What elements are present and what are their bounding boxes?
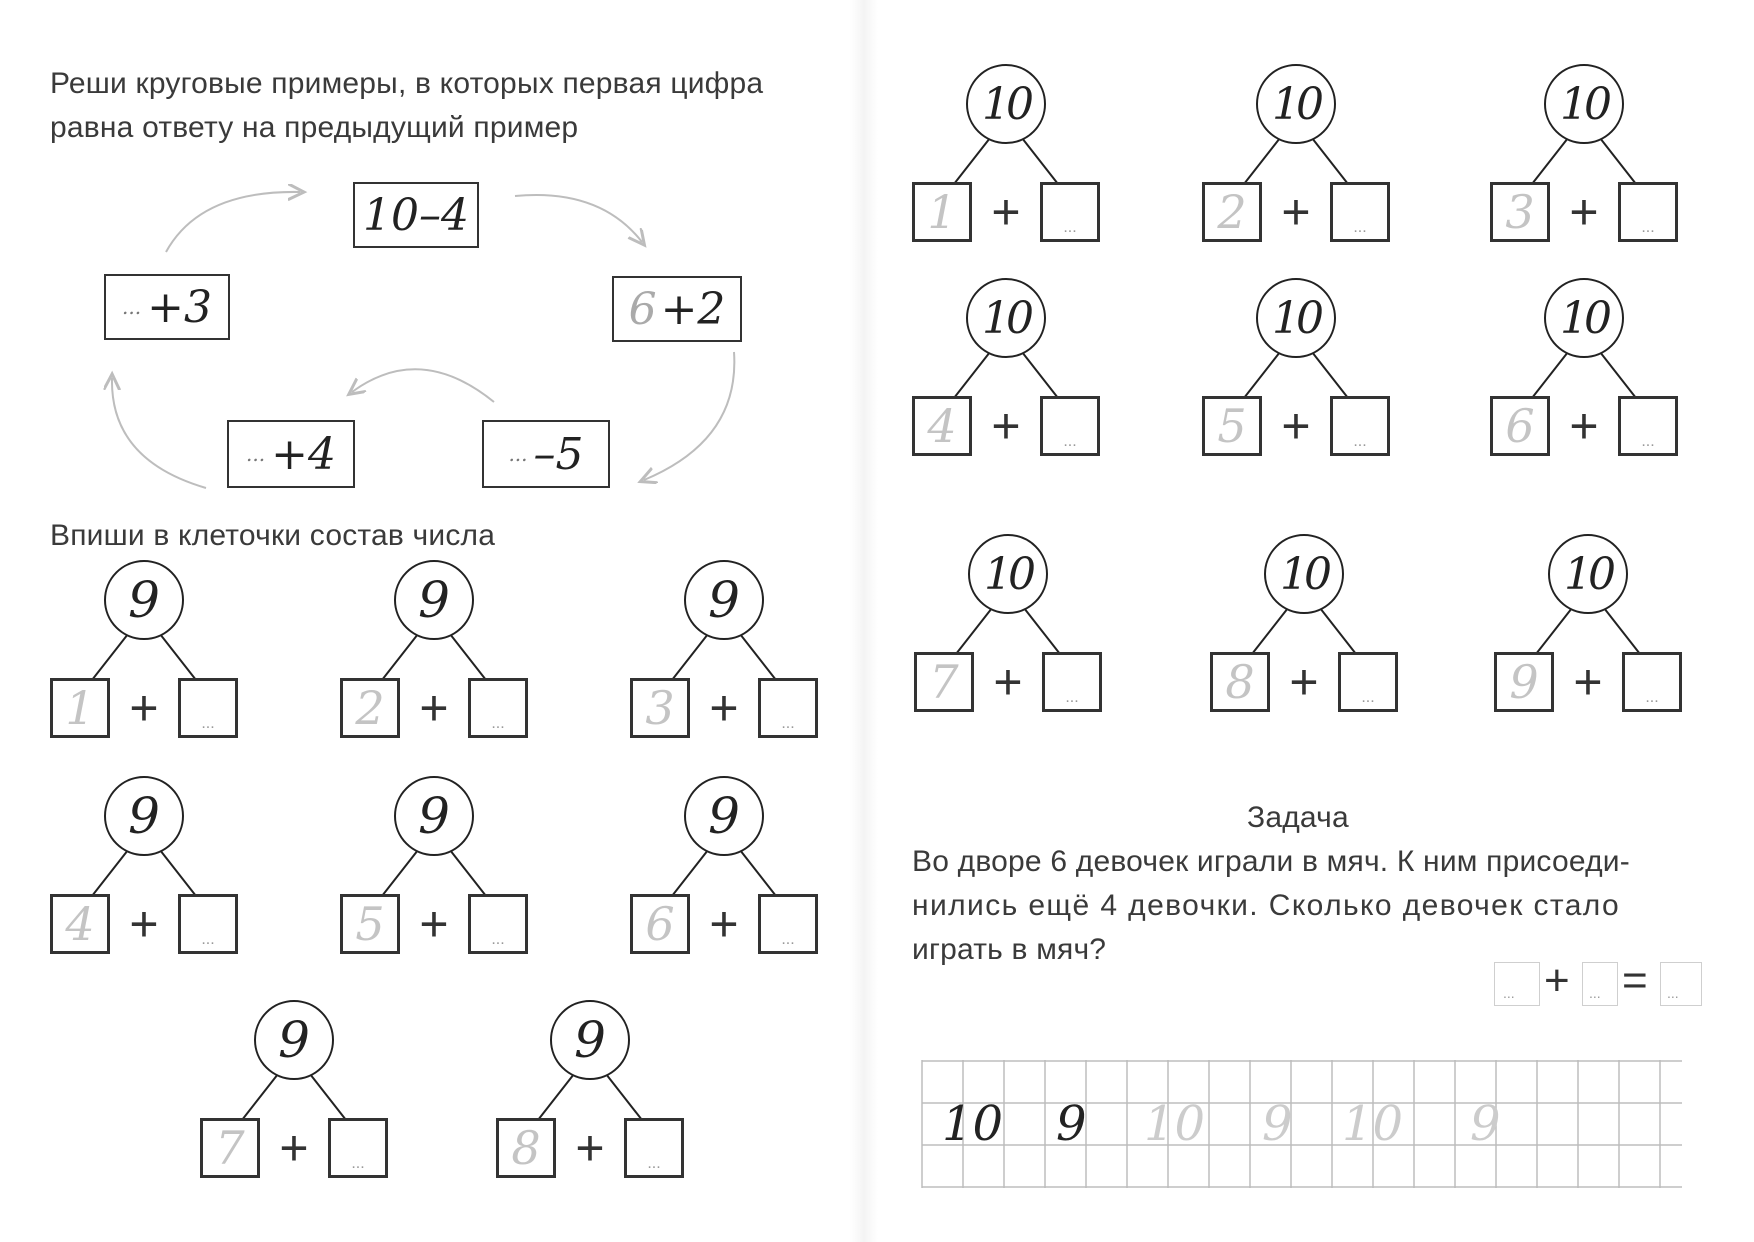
ten-tree-6: [1490, 278, 1680, 464]
arrow-right-down: [644, 352, 734, 480]
answer-dots-3: ...: [1667, 985, 1679, 1001]
blank-dots: ...: [781, 931, 795, 948]
ten-left-box[interactable]: 2: [1202, 182, 1262, 242]
plus-sign: +: [1289, 654, 1319, 710]
nine-tree-4: [50, 776, 240, 962]
plus-sign: +: [129, 896, 159, 952]
nine-number-circle: 9: [394, 560, 474, 640]
nine-tree-1: [50, 560, 240, 746]
nine-left-box[interactable]: 2: [340, 678, 400, 738]
example-2-prefix: 6: [628, 283, 657, 335]
nine-number-circle: 9: [550, 1000, 630, 1080]
problem-text-line1: Во дворе 6 девочек играли в мяч. К ним присоеди-: [912, 845, 1630, 878]
ten-tree-4: [912, 278, 1102, 464]
plus-sign: +: [991, 398, 1021, 454]
blank-dots: ...: [351, 1155, 365, 1172]
plus-sign: +: [1569, 398, 1599, 454]
nine-number-circle: 9: [254, 1000, 334, 1080]
nine-right-box[interactable]: [758, 894, 818, 954]
plus-sign: +: [709, 680, 739, 736]
ten-left-box[interactable]: 4: [912, 396, 972, 456]
ten-left-box[interactable]: 8: [1210, 652, 1270, 712]
writing-practice-grid[interactable]: [922, 1060, 1700, 1190]
blank-dots: ...: [1063, 433, 1077, 450]
ten-number-circle: 10: [966, 64, 1046, 144]
blank-dots: ...: [1353, 433, 1367, 450]
ten-right-box[interactable]: [1338, 652, 1398, 712]
answer-blank-3[interactable]: [1660, 962, 1702, 1006]
ten-tree-1: [912, 64, 1102, 250]
problem-text-line2: нились ещё 4 девочки. Сколько девочек стало: [912, 889, 1621, 922]
plus-sign: +: [129, 680, 159, 736]
blank-dots: ...: [491, 931, 505, 948]
page-gutter: [850, 0, 878, 1242]
ten-tree-3: [1490, 64, 1680, 250]
answer-blank-2[interactable]: [1582, 962, 1618, 1006]
nine-tree-6: [630, 776, 820, 962]
plus-sign: +: [1573, 654, 1603, 710]
nine-right-box[interactable]: [468, 894, 528, 954]
plus-sign: +: [279, 1120, 309, 1176]
blank-dots: ...: [1353, 219, 1367, 236]
plus-sign: +: [991, 184, 1021, 240]
plus-sign: +: [1281, 398, 1311, 454]
blank-dots: ...: [1361, 689, 1375, 706]
ten-tree-7: [914, 534, 1104, 720]
ten-left-box[interactable]: 1: [912, 182, 972, 242]
blank-dots: ...: [491, 715, 505, 732]
example-box-5[interactable]: [104, 274, 230, 340]
ten-left-box[interactable]: 3: [1490, 182, 1550, 242]
nine-tree-8: [496, 1000, 686, 1186]
ten-right-box[interactable]: [1330, 182, 1390, 242]
ten-left-box[interactable]: 7: [914, 652, 974, 712]
blank-dots: ...: [1065, 689, 1079, 706]
example-2-expr: +2: [660, 283, 726, 335]
practice-digit-2: 9: [1056, 1096, 1087, 1152]
ten-tree-2: [1202, 64, 1392, 250]
ten-number-circle: 10: [968, 534, 1048, 614]
blank-dots: ...: [1641, 433, 1655, 450]
plus-sign: +: [709, 896, 739, 952]
plus-sign: +: [419, 680, 449, 736]
ten-number-circle: 10: [1544, 64, 1624, 144]
example-1-expr: 10–4: [363, 189, 469, 241]
blank-dots: ...: [781, 715, 795, 732]
task2-heading: Впиши в клеточки состав числа: [50, 519, 496, 552]
blank-dots: ...: [1645, 689, 1659, 706]
arrow-middle: [352, 369, 494, 402]
practice-digit-4: 9: [1262, 1096, 1293, 1152]
example-4-expr: +4: [271, 428, 336, 480]
answer-blank-1[interactable]: [1494, 962, 1540, 1006]
ten-number-circle: 10: [1256, 64, 1336, 144]
example-box-3[interactable]: [482, 420, 610, 488]
example-5-blank: ...: [122, 295, 142, 319]
nine-number-circle: 9: [104, 560, 184, 640]
nine-number-circle: 9: [684, 560, 764, 640]
example-3-blank: ...: [508, 442, 528, 466]
task1-instruction-line2: равна ответу на предыдущий пример: [50, 111, 579, 144]
nine-right-box[interactable]: [758, 678, 818, 738]
task1-instruction-line1: Реши круговые примеры, в которых первая цифра: [50, 67, 764, 100]
blank-dots: ...: [1063, 219, 1077, 236]
ten-right-box[interactable]: [1618, 182, 1678, 242]
nine-left-box[interactable]: 5: [340, 894, 400, 954]
arrow-top-right: [515, 195, 642, 242]
answer-equation: [1494, 956, 1704, 1006]
answer-equals: =: [1622, 956, 1648, 1005]
grid-lines: [922, 1060, 1700, 1190]
nine-number-circle: 9: [104, 776, 184, 856]
ten-number-circle: 10: [1544, 278, 1624, 358]
ten-tree-9: [1494, 534, 1684, 720]
ten-right-box[interactable]: [1622, 652, 1682, 712]
example-box-1: [353, 182, 479, 248]
ten-left-box[interactable]: 6: [1490, 396, 1550, 456]
ten-number-circle: 10: [966, 278, 1046, 358]
nine-number-circle: 9: [394, 776, 474, 856]
ten-right-box[interactable]: [1040, 396, 1100, 456]
nine-right-box[interactable]: [178, 678, 238, 738]
ten-tree-8: [1210, 534, 1400, 720]
blank-dots: ...: [201, 931, 215, 948]
practice-digit-1: 10: [942, 1096, 1004, 1152]
answer-dots-2: ...: [1589, 985, 1601, 1001]
ten-left-box[interactable]: 9: [1494, 652, 1554, 712]
nine-tree-3: [630, 560, 820, 746]
example-4-blank: ...: [246, 442, 266, 466]
nine-left-box[interactable]: 1: [50, 678, 110, 738]
example-box-2[interactable]: [612, 276, 742, 342]
practice-digit-3: 10: [1144, 1096, 1206, 1152]
answer-plus: +: [1544, 956, 1570, 1005]
blank-dots: ...: [647, 1155, 661, 1172]
nine-right-box[interactable]: [624, 1118, 684, 1178]
nine-number-circle: 9: [684, 776, 764, 856]
ten-right-box[interactable]: [1330, 396, 1390, 456]
example-box-4[interactable]: [227, 420, 355, 488]
blank-dots: ...: [1641, 219, 1655, 236]
nine-tree-2: [340, 560, 530, 746]
ten-number-circle: 10: [1264, 534, 1344, 614]
ten-right-box[interactable]: [1618, 396, 1678, 456]
nine-left-box[interactable]: 7: [200, 1118, 260, 1178]
circular-arrows: [0, 0, 800, 520]
ten-right-box[interactable]: [1042, 652, 1102, 712]
practice-digit-5: 10: [1342, 1096, 1404, 1152]
nine-right-box[interactable]: [468, 678, 528, 738]
nine-right-box[interactable]: [178, 894, 238, 954]
problem-text-line3: играть в мяч?: [912, 933, 1107, 966]
nine-right-box[interactable]: [328, 1118, 388, 1178]
nine-left-box[interactable]: 3: [630, 678, 690, 738]
plus-sign: +: [1569, 184, 1599, 240]
answer-dots-1: ...: [1503, 985, 1515, 1001]
practice-digit-6: 9: [1470, 1096, 1501, 1152]
arrow-top-left: [166, 192, 300, 252]
example-5-expr: +3: [147, 281, 212, 333]
example-3-expr: –5: [533, 428, 584, 480]
ten-tree-5: [1202, 278, 1392, 464]
nine-left-box[interactable]: 6: [630, 894, 690, 954]
nine-left-box[interactable]: 8: [496, 1118, 556, 1178]
arrow-left-up: [112, 378, 206, 488]
plus-sign: +: [575, 1120, 605, 1176]
ten-right-box[interactable]: [1040, 182, 1100, 242]
plus-sign: +: [993, 654, 1023, 710]
problem-title: Задача: [1247, 801, 1349, 834]
ten-left-box[interactable]: 5: [1202, 396, 1262, 456]
nine-tree-5: [340, 776, 530, 962]
ten-number-circle: 10: [1548, 534, 1628, 614]
plus-sign: +: [419, 896, 449, 952]
nine-left-box[interactable]: 4: [50, 894, 110, 954]
blank-dots: ...: [201, 715, 215, 732]
plus-sign: +: [1281, 184, 1311, 240]
nine-tree-7: [200, 1000, 390, 1186]
ten-number-circle: 10: [1256, 278, 1336, 358]
